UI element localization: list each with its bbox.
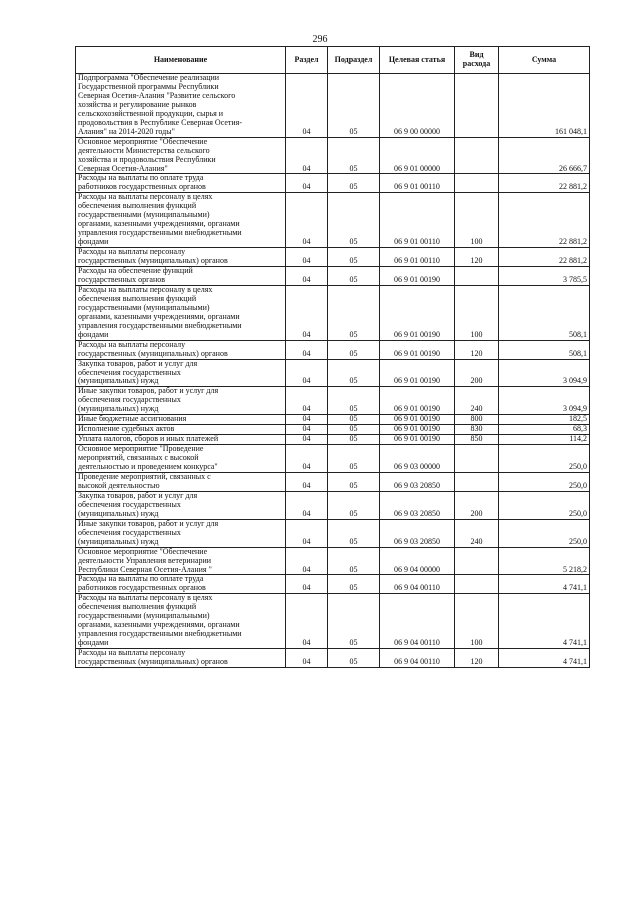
row-expense-type: 100	[455, 193, 499, 248]
row-name: Исполнение судебных актов	[76, 425, 286, 435]
row-name: Закупка товаров, работ и услуг для обеспечения государственных (муниципальных) нужд	[76, 359, 286, 387]
row-name: Иные бюджетные ассигнования	[76, 415, 286, 425]
row-amount: 508,1	[499, 285, 590, 340]
row-target: 06 9 01 00190	[380, 267, 455, 286]
table-row	[76, 519, 590, 547]
row-expense-type: 200	[455, 491, 499, 519]
table-row	[76, 435, 590, 445]
row-target: 06 9 04 00110	[380, 594, 455, 649]
row-subsection: 05	[328, 594, 380, 649]
row-section: 04	[286, 445, 328, 473]
row-amount: 250,0	[499, 519, 590, 547]
row-subsection: 05	[328, 174, 380, 193]
row-expense-type: 100	[455, 594, 499, 649]
row-expense-type	[455, 267, 499, 286]
row-target: 06 9 01 00190	[380, 435, 455, 445]
row-target: 06 9 01 00190	[380, 387, 455, 415]
table-row	[76, 248, 590, 267]
row-section: 04	[286, 547, 328, 575]
row-target: 06 9 03 20850	[380, 472, 455, 491]
row-amount: 250,0	[499, 472, 590, 491]
row-name: Расходы на выплаты персоналу государственных (муниципальных) органов	[76, 340, 286, 359]
table-row	[76, 267, 590, 286]
table-row	[76, 359, 590, 387]
row-amount: 3 094,9	[499, 387, 590, 415]
row-target: 06 9 04 00000	[380, 547, 455, 575]
table-row	[76, 415, 590, 425]
row-section: 04	[286, 248, 328, 267]
row-expense-type	[455, 174, 499, 193]
row-expense-type: 120	[455, 248, 499, 267]
row-amount: 4 741,1	[499, 575, 590, 594]
row-target: 06 9 01 00190	[380, 359, 455, 387]
row-amount: 3 094,9	[499, 359, 590, 387]
row-name: Проведение мероприятий, связанных с высокой деятельностью	[76, 472, 286, 491]
row-subsection: 05	[328, 387, 380, 415]
row-subsection: 05	[328, 435, 380, 445]
row-subsection: 05	[328, 445, 380, 473]
table-row	[76, 387, 590, 415]
row-expense-type: 200	[455, 359, 499, 387]
row-subsection: 05	[328, 547, 380, 575]
row-subsection: 05	[328, 491, 380, 519]
row-section: 04	[286, 575, 328, 594]
row-subsection: 05	[328, 137, 380, 174]
row-name: Иные закупки товаров, работ и услуг для обеспечения государственных (муниципальных) нужд	[76, 519, 286, 547]
row-target: 06 9 00 00000	[380, 74, 455, 138]
row-amount: 5 218,2	[499, 547, 590, 575]
row-expense-type	[455, 575, 499, 594]
row-amount: 250,0	[499, 491, 590, 519]
row-subsection: 05	[328, 193, 380, 248]
table-row	[76, 575, 590, 594]
row-amount: 508,1	[499, 340, 590, 359]
row-name: Иные закупки товаров, работ и услуг для обеспечения государственных (муниципальных) нужд	[76, 387, 286, 415]
row-section: 04	[286, 340, 328, 359]
row-expense-type: 240	[455, 387, 499, 415]
row-name: Расходы на выплаты персоналу в целях обеспечения выполнения функций государственными (муниципальными) органами, казенными учреждениями, органами управления государственными внебюджетными фондами	[76, 594, 286, 649]
row-expense-type: 240	[455, 519, 499, 547]
row-target: 06 9 03 20850	[380, 491, 455, 519]
row-subsection: 05	[328, 74, 380, 138]
row-section: 04	[286, 387, 328, 415]
row-target: 06 9 04 00110	[380, 575, 455, 594]
table-row	[76, 137, 590, 174]
row-section: 04	[286, 415, 328, 425]
row-section: 04	[286, 359, 328, 387]
row-amount: 3 785,5	[499, 267, 590, 286]
row-target: 06 9 03 20850	[380, 519, 455, 547]
row-subsection: 05	[328, 519, 380, 547]
header-name: Наименование	[76, 47, 286, 74]
row-amount: 114,2	[499, 435, 590, 445]
row-target: 06 9 01 00110	[380, 248, 455, 267]
row-section: 04	[286, 267, 328, 286]
row-expense-type: 850	[455, 435, 499, 445]
header-section: Раздел	[286, 47, 328, 74]
row-name: Расходы на выплаты персоналу в целях обеспечения выполнения функций государственными (муниципальными) органами, казенными учреждениями, органами управления государственными внебюджетными фондами	[76, 193, 286, 248]
row-expense-type	[455, 547, 499, 575]
row-amount: 250,0	[499, 445, 590, 473]
row-expense-type: 100	[455, 285, 499, 340]
row-expense-type	[455, 472, 499, 491]
row-section: 04	[286, 285, 328, 340]
row-name: Расходы на обеспечение функций государственных органов	[76, 267, 286, 286]
row-expense-type	[455, 445, 499, 473]
row-subsection: 05	[328, 267, 380, 286]
row-amount: 4 741,1	[499, 594, 590, 649]
row-name: Расходы на выплаты персоналу государственных (муниципальных) органов	[76, 248, 286, 267]
row-subsection: 05	[328, 248, 380, 267]
row-subsection: 05	[328, 359, 380, 387]
table-row	[76, 445, 590, 473]
row-section: 04	[286, 74, 328, 138]
row-subsection: 05	[328, 472, 380, 491]
table-row	[76, 491, 590, 519]
row-section: 04	[286, 519, 328, 547]
table-row	[76, 594, 590, 649]
row-subsection: 05	[328, 285, 380, 340]
table-row	[76, 340, 590, 359]
row-name: Уплата налогов, сборов и иных платежей	[76, 435, 286, 445]
header-subsection: Подраздел	[328, 47, 380, 74]
row-amount: 22 881,2	[499, 193, 590, 248]
row-name: Расходы на выплаты по оплате труда работников государственных органов	[76, 575, 286, 594]
row-amount: 4 741,1	[499, 649, 590, 668]
row-name: Подпрограмма "Обеспечение реализации Государственной программы Республики Северная Осетия-Алания "Развитие сельского хозяйства и регулирование рынков сельскохозяйственной продукции, сырья и продовольствия в Республике Северная Осетия- Алания" на 2014-2020 годы"	[76, 74, 286, 138]
row-section: 04	[286, 594, 328, 649]
row-expense-type	[455, 74, 499, 138]
table-row	[76, 193, 590, 248]
row-target: 06 9 01 00000	[380, 137, 455, 174]
header-target: Целевая статья	[380, 47, 455, 74]
row-target: 06 9 03 00000	[380, 445, 455, 473]
table-row	[76, 472, 590, 491]
row-expense-type: 830	[455, 425, 499, 435]
row-target: 06 9 01 00190	[380, 415, 455, 425]
row-section: 04	[286, 137, 328, 174]
row-expense-type	[455, 137, 499, 174]
table-row	[76, 285, 590, 340]
row-section: 04	[286, 491, 328, 519]
row-subsection: 05	[328, 415, 380, 425]
row-amount: 182,5	[499, 415, 590, 425]
header-expense-type: Вид расхода	[455, 47, 499, 74]
row-name: Расходы на выплаты персоналу государственных (муниципальных) органов	[76, 649, 286, 668]
table-row	[76, 649, 590, 668]
row-amount: 161 048,1	[499, 74, 590, 138]
table-row	[76, 174, 590, 193]
row-section: 04	[286, 649, 328, 668]
row-target: 06 9 01 00190	[380, 340, 455, 359]
row-amount: 26 666,7	[499, 137, 590, 174]
row-expense-type: 120	[455, 649, 499, 668]
page-number: 296	[312, 34, 328, 45]
row-section: 04	[286, 435, 328, 445]
row-subsection: 05	[328, 649, 380, 668]
row-section: 04	[286, 472, 328, 491]
row-target: 06 9 04 00110	[380, 649, 455, 668]
row-name: Основное мероприятие "Обеспечение деятельности Министерства сельского хозяйства и продовольствия Республики Северная Осетия-Алания"	[76, 137, 286, 174]
table-row	[76, 425, 590, 435]
row-target: 06 9 01 00110	[380, 174, 455, 193]
row-amount: 68,3	[499, 425, 590, 435]
row-name: Расходы на выплаты по оплате труда работников государственных органов	[76, 174, 286, 193]
table-body	[76, 74, 590, 668]
header-amount: Сумма	[499, 47, 590, 74]
table-header-row	[76, 47, 590, 74]
row-subsection: 05	[328, 425, 380, 435]
row-section: 04	[286, 425, 328, 435]
row-expense-type: 800	[455, 415, 499, 425]
row-name: Основное мероприятие "Обеспечение деятельности Управления ветеринарии Республики Северная Осетия-Алания "	[76, 547, 286, 575]
budget-table	[75, 46, 590, 668]
row-amount: 22 881,2	[499, 248, 590, 267]
row-expense-type: 120	[455, 340, 499, 359]
table-row	[76, 547, 590, 575]
row-target: 06 9 01 00110	[380, 193, 455, 248]
table-row	[76, 74, 590, 138]
row-section: 04	[286, 174, 328, 193]
row-target: 06 9 01 00190	[380, 425, 455, 435]
row-subsection: 05	[328, 575, 380, 594]
row-amount: 22 881,2	[499, 174, 590, 193]
row-target: 06 9 01 00190	[380, 285, 455, 340]
row-name: Расходы на выплаты персоналу в целях обеспечения выполнения функций государственными (муниципальными) органами, казенными учреждениями, органами управления государственными внебюджетными фондами	[76, 285, 286, 340]
row-name: Основное мероприятие "Проведение мероприятий, связанных с высокой деятельностью и проведением конкурса"	[76, 445, 286, 473]
row-name: Закупка товаров, работ и услуг для обеспечения государственных (муниципальных) нужд	[76, 491, 286, 519]
row-section: 04	[286, 193, 328, 248]
row-subsection: 05	[328, 340, 380, 359]
